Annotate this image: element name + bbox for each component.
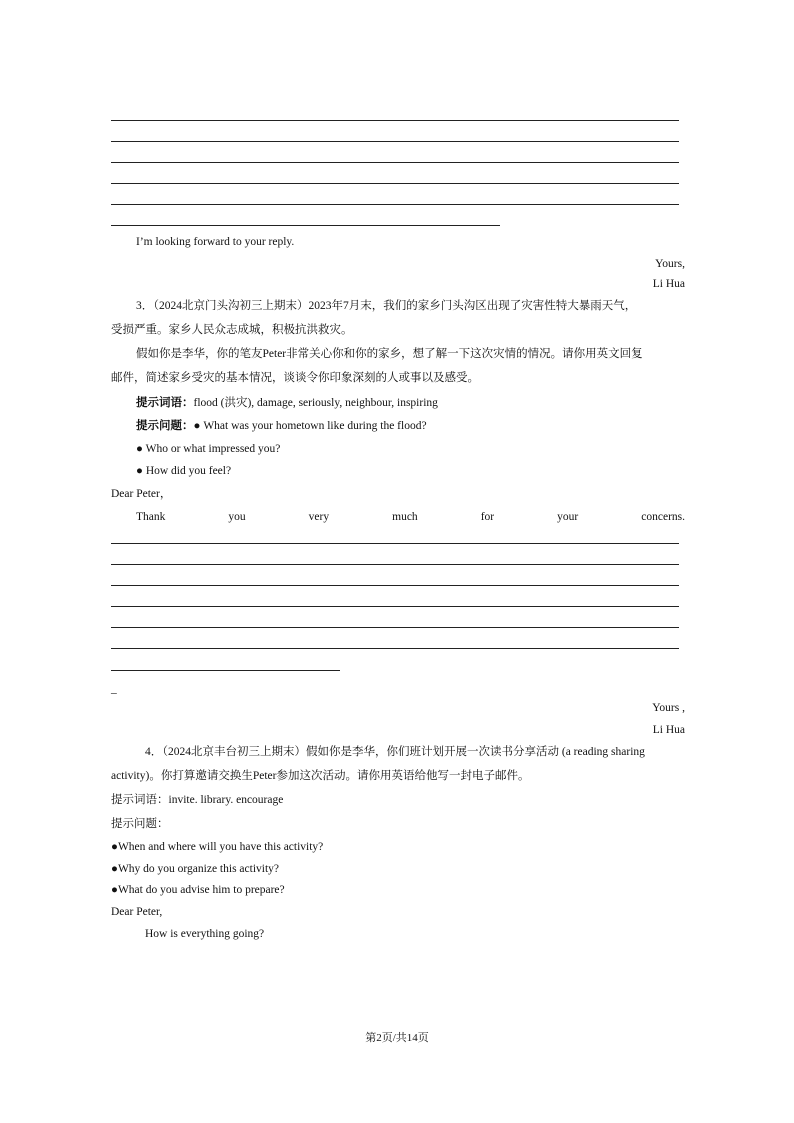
opening-word: very [308,511,330,523]
q3-intro-line1: 3．（2024北京门头沟初三上期末）2023年7月末，我们的家乡门头沟区出现了灾害性特大暴雨天气， [136,300,637,312]
opening-word: your [557,511,579,523]
writing-line [111,648,679,649]
q4-hint-questions-label: 提示问题： [111,818,169,830]
q3-opening-line [136,510,685,524]
hint-words-text: flood (洪灾), damage, seriously, neighbour, inspiring [193,397,438,409]
hint-questions-label: 提示问题： [136,420,194,432]
q3-hint-question-1 [136,419,427,433]
q3-task-line2: 邮件，简述家乡受灾的基本情况，谈谈令你印象深刻的人或事以及感受。 [111,372,479,384]
writing-line [111,120,679,121]
writing-line [111,543,679,544]
writing-line [111,606,679,607]
writing-line [111,141,679,142]
writing-line [111,162,679,163]
opening-word: for [480,511,495,523]
writing-line [111,183,679,184]
q3-intro-line2: 受损严重。家乡人民众志成城，积极抗洪救灾。 [111,324,353,336]
q4-hint-question-1: ●When and where will you have this activity? [111,841,324,853]
q3-hint-question-3: ● How did you feel? [136,465,232,477]
q3-yours-line: Yours , [652,702,685,714]
q3-hint-question-2: ● Who or what impressed you? [136,443,281,455]
writing-line [111,564,679,565]
q4-hint-question-2: ●Why do you organize this activity? [111,863,280,875]
closing-line: I’m looking forward to your reply. [136,236,295,248]
q4-greeting: Dear Peter, [111,906,163,918]
q3-task-line1: 假如你是李华，你的笔友Peter非常关心你和你的家乡，想了解一下这次灾情的情况。请你用英文回复 [136,348,643,360]
writing-line [111,225,500,226]
q3-signature: Li Hua [652,724,685,736]
q3-hint-words [136,396,438,410]
writing-line [111,204,679,205]
yours-line: Yours, [655,258,685,270]
hint-words-label: 提示词语： [111,794,169,806]
opening-word: Thank [136,511,166,523]
q4-intro-line2: activity)。你打算邀请交换生Peter参加这次活动。请你用英语给他写一封电子邮件。 [111,770,530,782]
opening-word: concerns. [641,511,685,523]
q4-hint-question-3: ●What do you advise him to prepare? [111,884,285,896]
hint-words-label: 提示词语： [136,397,194,409]
hint-words-text: invite. library. encourage [168,794,284,806]
signature: Li Hua [652,278,685,290]
question-text: ● What was your hometown like during the flood? [193,420,427,432]
writing-line [111,627,679,628]
q3-underscore: _ [111,683,117,695]
opening-word: you [228,511,246,523]
q4-intro-line1: 4．（2024北京丰台初三上期末）假如你是李华，你们班计划开展一次读书分享活动 (a reading sharing [145,746,645,758]
page-number: 第2页/共14页 [365,1032,429,1044]
writing-line [111,585,679,586]
q3-greeting: Dear Peter， [111,488,172,500]
q4-opening: How is everything going? [145,928,265,940]
q4-hint-words [111,793,283,807]
writing-line [111,670,340,671]
opening-word: much [392,511,418,523]
